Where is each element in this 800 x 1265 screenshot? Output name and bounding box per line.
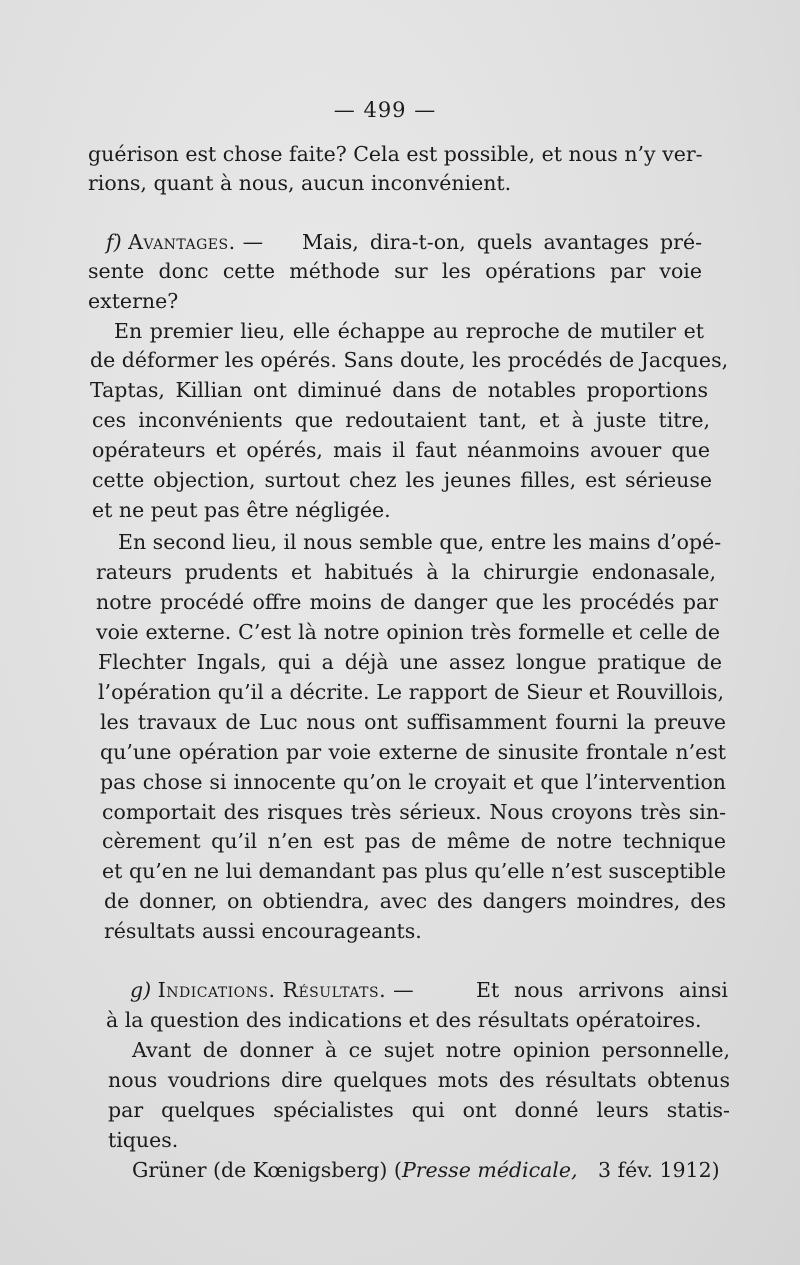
text-line: pas chose si innocente qu’on le croyait et que l’intervention (100, 770, 726, 794)
text-line: Flechter Ingals, qui a déjà une assez longue pratique de (98, 650, 722, 674)
text-line: Mais, dira-t-on, quels avantages pré- (302, 230, 702, 254)
text-line: ces inconvénients que redoutaient tant, et à juste titre, (92, 408, 710, 432)
text-line: comportait des risques très sérieux. Nous croyons très sin- (102, 800, 726, 824)
text-line: voie externe. C’est là notre opinion très formelle et celle de (96, 620, 720, 644)
text-line: nous voudrions dire quelques mots des résultats obtenus (108, 1068, 730, 1092)
text-line: En second lieu, il nous semble que, entre les mains d’opé- (118, 530, 722, 554)
text-line: et ne peut pas être négligée. (92, 498, 391, 522)
page-number: — 499 — (333, 98, 437, 122)
text-line: de déformer les opérés. Sans doute, les procédés de Jacques, (90, 348, 729, 372)
text-line: tiques. (108, 1128, 179, 1152)
text-line: externe? (88, 289, 179, 313)
text-line: Taptas, Killian ont diminué dans de notables proportions (90, 378, 708, 402)
section-letter: f) (106, 230, 129, 254)
text-line: sente donc cette méthode sur les opérations par voie (88, 259, 702, 283)
section-letter: g) (130, 978, 158, 1002)
text-line: par quelques spécialistes qui ont donné leurs statis- (108, 1098, 730, 1122)
citation-journal: Presse médicale, (401, 1158, 578, 1182)
text-line: rions, quant à nous, aucun inconvénient. (88, 171, 512, 195)
text-line: En premier lieu, elle échappe au reproche de mutiler et (114, 319, 704, 343)
section-title: Avantages. (128, 230, 243, 254)
text-line: rateurs prudents et habitués à la chirurgie endonasale, (96, 560, 716, 584)
text-line: cèrement qu’il n’en est pas de même de notre technique (102, 829, 726, 853)
text-line: les travaux de Luc nous ont suffisamment fourni la preuve (100, 710, 726, 734)
citation-author: Grüner (de Kœnigsberg) ( (132, 1158, 402, 1182)
text-line: et qu’en ne lui demandant pas plus qu’elle n’est susceptible (102, 859, 726, 883)
text-line: résultats aussi encourageants. (104, 919, 422, 943)
text-line: guérison est chose faite? Cela est possible, et nous n’y ver- (88, 142, 703, 166)
section-dash: — (242, 230, 264, 254)
text-line: de donner, on obtiendra, avec des dangers moindres, des (104, 889, 726, 913)
text-line: l’opération qu’il a décrite. Le rapport de Sieur et Rouvillois, (98, 680, 724, 704)
section-title: Indications. Résultats. (157, 978, 394, 1002)
text-line: cette objection, surtout chez les jeunes filles, est sérieuse (92, 468, 712, 492)
section-heading (106, 227, 263, 257)
text-line: opérateurs et opérés, mais il faut néanmoins avouer que (92, 438, 710, 462)
text-line: Avant de donner à ce sujet notre opinion personnelle, (132, 1038, 730, 1062)
text-line: 3 fév. 1912) (598, 1158, 720, 1182)
text-line: à la question des indications et des résultats opératoires. (106, 1008, 702, 1032)
citation-lead (132, 1155, 578, 1185)
text-line: notre procédé offre moins de danger que les procédés par (96, 590, 718, 614)
text-line: qu’une opération par voie externe de sinusite frontale n’est (100, 740, 726, 764)
text-line: Et nous arrivons ainsi (476, 978, 728, 1002)
section-dash: — (393, 978, 414, 1002)
section-heading (130, 975, 414, 1005)
